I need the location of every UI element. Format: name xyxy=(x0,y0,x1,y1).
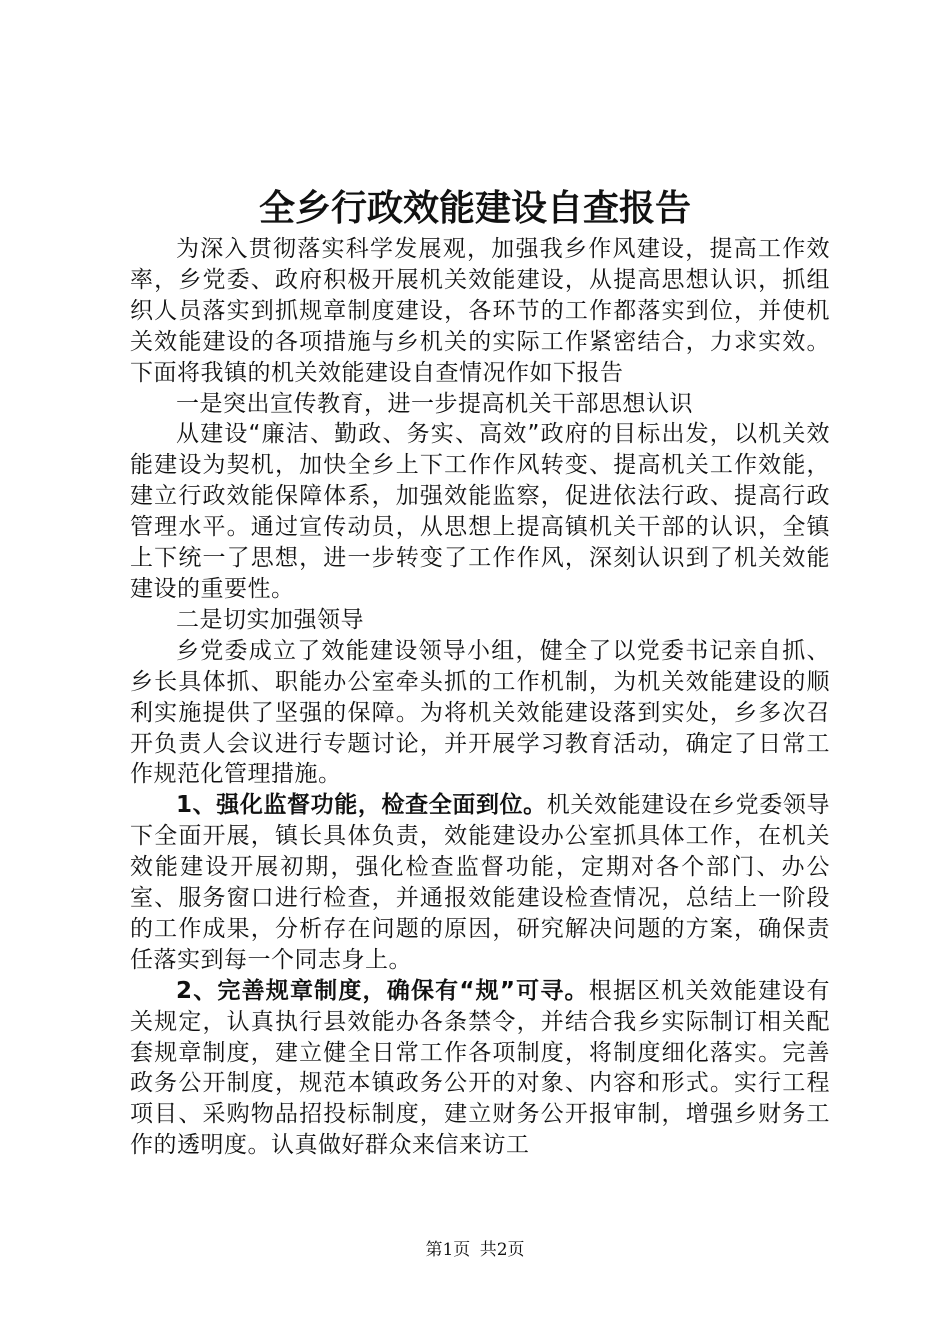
section-heading-1: 一是突出宣传教育，进一步提高机关干部思想认识 xyxy=(176,390,693,417)
document-body xyxy=(130,234,830,1161)
item-2-paragraph xyxy=(130,976,830,1161)
item-2-text: 根据区机关效能建设有关规定，认真执行县效能办各条禁令，并结合我乡实际制订相关配套规章制度，建立健全日常工作各项制度，将制度细化落实。完善政务公开制度，规范本镇政务公开的对象、内容和形式。实行工程项目、采购物品招投标制度，建立财务公开报审制，增强乡财务工作的透明度。认真做好群众来信来访工 xyxy=(130,977,831,1159)
intro-paragraph: 为深入贯彻落实科学发展观，加强我乡作风建设，提高工作效率，乡党委、政府积极开展机关效能建设，从提高思想认识，抓组织人员落实到抓规章制度建设，各环节的工作都落实到位，并使机关效能建设的各项措施与乡机关的实际工作紧密结合，力求实效。下面将我镇的机关效能建设自查情况作如下报告 xyxy=(130,236,830,386)
document-title: 全乡行政效能建设自查报告 xyxy=(258,187,691,229)
item-1-heading: 1、强化监督功能，检查全面到位。 xyxy=(176,792,547,819)
item-1-paragraph xyxy=(130,790,830,975)
page-number: 第1页 xyxy=(425,1240,471,1260)
page-footer xyxy=(0,1238,950,1262)
item-1-text: 机关效能建设在乡党委领导下全面开展，镇长具体负责，效能建设办公室抓具体工作，在机关效能建设开展初期，强化检查监督功能，定期对各个部门、办公室、服务窗口进行检查，并通报效能建设检查情况，总结上一阶段的工作成果，分析存在问题的原因，研究解决问题的方案，确保责任落实到每一个同志身上。 xyxy=(130,792,830,973)
section-heading-2: 二是切实加强领导 xyxy=(176,606,364,633)
section-2-paragraph: 乡党委成立了效能建设领导小组，健全了以党委书记亲自抓、乡长具体抓、职能办公室牵头抓的工作机制，为机关效能建设的顺利实施提供了坚强的保障。为将机关效能建设落到实处，乡多次召开负责人会议进行专题讨论，并开展学习教育活动，确定了日常工作规范化管理措施。 xyxy=(130,637,830,788)
page-total: 共2页 xyxy=(479,1240,525,1260)
section-1-paragraph: 从建设“廉洁、勤政、务实、高效”政府的目标出发，以机关效能建设为契机，加快全乡上下工作作风转变、提高机关工作效能，建立行政效能保障体系，加强效能监察，促进依法行政、提高行政管理水平。通过宣传动员，从思想上提高镇机关干部的认识，全镇上下统一了思想，进一步转变了工作作风，深刻认识到了机关效能建设的重要性。 xyxy=(130,421,830,602)
item-2-heading: 2、完善规章制度，确保有“规”可寻。 xyxy=(176,977,589,1004)
